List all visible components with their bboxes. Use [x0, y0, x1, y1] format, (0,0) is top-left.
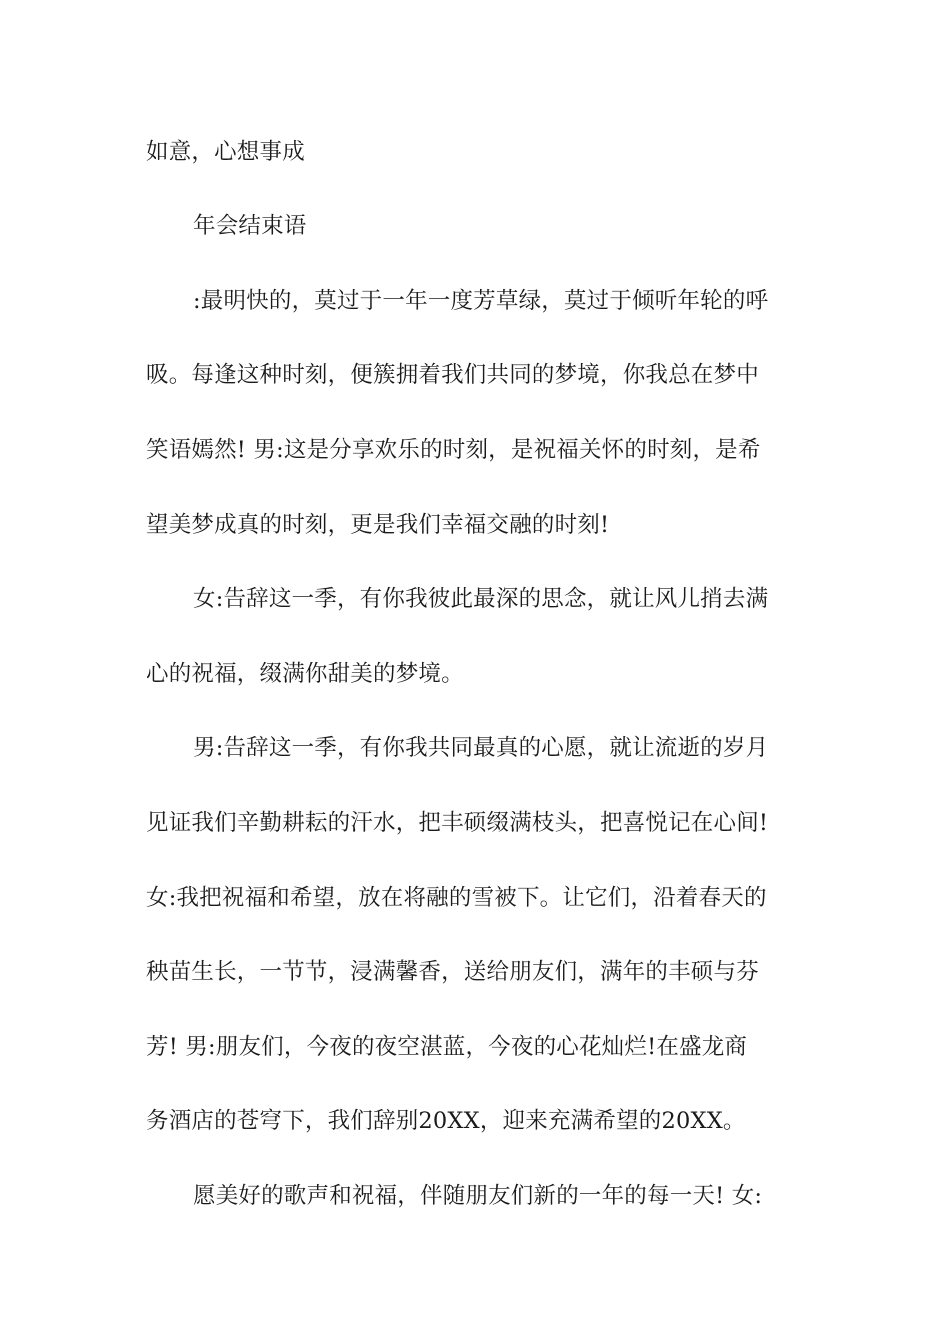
text-line: :最明快的，莫过于一年一度芳草绿，莫过于倾听年轮的呼 [193, 288, 769, 314]
text-line: 芳! 男:朋友们，今夜的夜空湛蓝，今夜的心花灿烂!在盛龙商 [146, 1034, 748, 1060]
text-line: 见证我们辛勤耕耘的汗水，把丰硕缀满枝头，把喜悦记在心间! [146, 810, 769, 836]
text-line: 女:我把祝福和希望，放在将融的雪被下。让它们，沿着春天的 [146, 885, 767, 911]
text-line: 如意，心想事成 [146, 139, 305, 165]
text-line: 男:告辞这一季，有你我共同最真的心愿，就让流逝的岁月 [193, 735, 769, 761]
text-line: 心的祝福，缀满你甜美的梦境。 [146, 661, 464, 687]
text-line: 愿美好的歌声和祝福，伴随朋友们新的一年的每一天! 女: [193, 1183, 763, 1209]
text-line: 务酒店的苍穹下，我们辞别20XX，迎来充满希望的20XX。 [146, 1108, 746, 1134]
text-line: 笑语嫣然! 男:这是分享欢乐的时刻，是祝福关怀的时刻，是希 [146, 437, 761, 463]
text-line: 吸。每逢这种时刻，便簇拥着我们共同的梦境，你我总在梦中 [146, 362, 759, 388]
section-heading: 年会结束语 [193, 213, 307, 239]
text-line: 女:告辞这一季，有你我彼此最深的思念，就让风儿捎去满 [193, 586, 769, 612]
text-line: 望美梦成真的时刻，更是我们幸福交融的时刻! [146, 512, 610, 538]
text-line: 秧苗生长，一节节，浸满馨香，送给朋友们，满年的丰硕与芬 [146, 959, 759, 985]
